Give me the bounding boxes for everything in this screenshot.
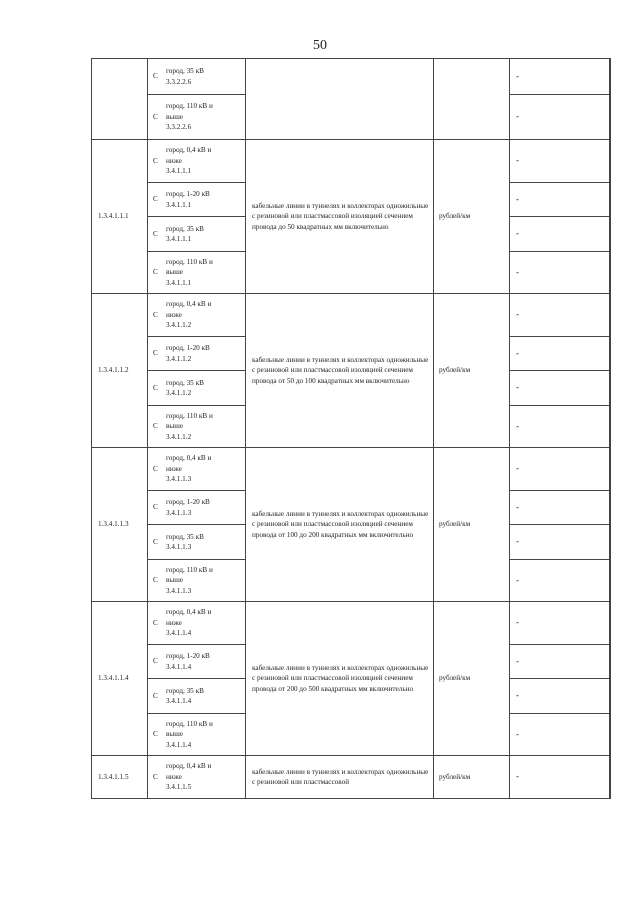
row-category: C <box>148 252 167 294</box>
row-category: C <box>148 406 167 448</box>
row-value-2 <box>610 448 611 491</box>
row-value: - <box>510 602 610 645</box>
row-value-2 <box>610 756 611 799</box>
row-value-2 <box>610 560 611 602</box>
row-category: C <box>148 294 167 337</box>
row-code: 1.3.4.1.1.1 <box>92 140 148 294</box>
row-category: C <box>148 337 167 371</box>
row-location-voltage: город, 110 кВ и выше 3.4.1.1.2 <box>166 406 246 448</box>
row-value-2 <box>610 217 611 252</box>
row-value: - <box>510 59 610 95</box>
row-category: C <box>148 491 167 525</box>
row-code: 1.3.4.1.1.4 <box>92 602 148 756</box>
row-category: C <box>148 525 167 560</box>
row-location-voltage: город, 1-20 кВ 3.4.1.1.1 <box>166 183 246 217</box>
row-category: C <box>148 95 167 140</box>
row-value-2 <box>610 252 611 294</box>
row-location-voltage: город, 0,4 кВ и ниже 3.4.1.1.4 <box>166 602 246 645</box>
row-value: - <box>510 525 610 560</box>
row-value: - <box>510 491 610 525</box>
row-category: C <box>148 183 167 217</box>
row-location-voltage: город, 1-20 кВ 3.4.1.1.2 <box>166 337 246 371</box>
row-value-2 <box>610 714 611 756</box>
row-location-voltage: город, 110 кВ и выше 3.4.1.1.1 <box>166 252 246 294</box>
row-description: кабельные линии в туннелях и коллекторах одножильные с резиновой или пластмассовой изоляцией сечением провода от 200 до 500 квадратных мм включительно <box>246 602 434 756</box>
table-row <box>92 140 611 183</box>
row-category: C <box>148 140 167 183</box>
table-row <box>92 59 611 95</box>
row-value: - <box>510 337 610 371</box>
table-row <box>92 448 611 491</box>
row-value-2 <box>610 140 611 183</box>
row-value-2 <box>610 525 611 560</box>
row-value-2 <box>610 337 611 371</box>
row-location-voltage: город, 110 кВ и выше 3.4.1.1.3 <box>166 560 246 602</box>
row-location-voltage: город, 1-20 кВ 3.4.1.1.3 <box>166 491 246 525</box>
row-unit: рублей/км <box>434 448 510 602</box>
row-location-voltage: город, 35 кВ 3.4.1.1.1 <box>166 217 246 252</box>
row-value-2 <box>610 59 611 95</box>
row-category: C <box>148 602 167 645</box>
row-category: C <box>148 679 167 714</box>
table-row <box>92 602 611 645</box>
row-category: C <box>148 448 167 491</box>
row-value-2 <box>610 183 611 217</box>
row-value: - <box>510 140 610 183</box>
row-description: кабельные линии в туннелях и коллекторах одножильные с резиновой или пластмассовой изоляцией сечением провода до 50 квадратных мм включительно <box>246 140 434 294</box>
row-category: C <box>148 371 167 406</box>
row-location-voltage: город, 0,4 кВ и ниже 3.4.1.1.3 <box>166 448 246 491</box>
row-value: - <box>510 183 610 217</box>
row-description: кабельные линии в туннелях и коллекторах одножильные с резиновой или пластмассовой изоляцией сечением провода от 100 до 200 квадратных мм включительно <box>246 448 434 602</box>
row-code: 1.3.4.1.1.3 <box>92 448 148 602</box>
row-unit: рублей/км <box>434 756 510 799</box>
row-code <box>92 59 148 140</box>
page-number: 50 <box>313 38 327 53</box>
row-value: - <box>510 679 610 714</box>
table-body <box>92 59 611 799</box>
row-value: - <box>510 448 610 491</box>
row-category: C <box>148 645 167 679</box>
row-description: кабельные линии в туннелях и коллекторах одножильные с резиновой или пластмассовой <box>246 756 434 799</box>
row-description <box>246 59 434 140</box>
row-value: - <box>510 252 610 294</box>
row-unit: рублей/км <box>434 602 510 756</box>
row-location-voltage: город, 110 кВ и выше 3.4.1.1.4 <box>166 714 246 756</box>
row-location-voltage: город, 0,4 кВ и ниже 3.4.1.1.2 <box>166 294 246 337</box>
row-value-2 <box>610 95 611 140</box>
row-value: - <box>510 756 610 799</box>
row-value-2 <box>610 645 611 679</box>
tariff-table <box>91 58 611 799</box>
row-value: - <box>510 371 610 406</box>
row-value-2 <box>610 406 611 448</box>
row-code: 1.3.4.1.1.2 <box>92 294 148 448</box>
row-location-voltage: город, 35 кВ 3.3.2.2.6 <box>166 59 246 95</box>
row-value-2 <box>610 679 611 714</box>
row-value: - <box>510 714 610 756</box>
row-location-voltage: город, 35 кВ 3.4.1.1.4 <box>166 679 246 714</box>
row-value: - <box>510 406 610 448</box>
row-location-voltage: город, 0,4 кВ и ниже 3.4.1.1.1 <box>166 140 246 183</box>
row-unit: рублей/км <box>434 140 510 294</box>
row-value: - <box>510 95 610 140</box>
row-category: C <box>148 756 167 799</box>
row-value-2 <box>610 294 611 337</box>
row-location-voltage: город, 0,4 кВ и ниже 3.4.1.1.5 <box>166 756 246 799</box>
row-description: кабельные линии в туннелях и коллекторах одножильные с резиновой или пластмассовой изоляцией сечением провода от 50 до 100 квадратных мм включительно <box>246 294 434 448</box>
row-location-voltage: город, 1-20 кВ 3.4.1.1.4 <box>166 645 246 679</box>
row-value: - <box>510 294 610 337</box>
row-value: - <box>510 560 610 602</box>
row-category: C <box>148 560 167 602</box>
row-value-2 <box>610 491 611 525</box>
row-category: C <box>148 217 167 252</box>
row-value: - <box>510 645 610 679</box>
row-value-2 <box>610 602 611 645</box>
row-category: C <box>148 714 167 756</box>
row-location-voltage: город, 110 кВ и выше 3.3.2.2.6 <box>166 95 246 140</box>
row-code: 1.3.4.1.1.5 <box>92 756 148 799</box>
row-location-voltage: город, 35 кВ 3.4.1.1.2 <box>166 371 246 406</box>
row-category: C <box>148 59 167 95</box>
row-location-voltage: город, 35 кВ 3.4.1.1.3 <box>166 525 246 560</box>
row-unit: рублей/км <box>434 294 510 448</box>
row-value-2 <box>610 371 611 406</box>
row-value: - <box>510 217 610 252</box>
table-row <box>92 294 611 337</box>
row-unit <box>434 59 510 140</box>
table-row <box>92 756 611 799</box>
